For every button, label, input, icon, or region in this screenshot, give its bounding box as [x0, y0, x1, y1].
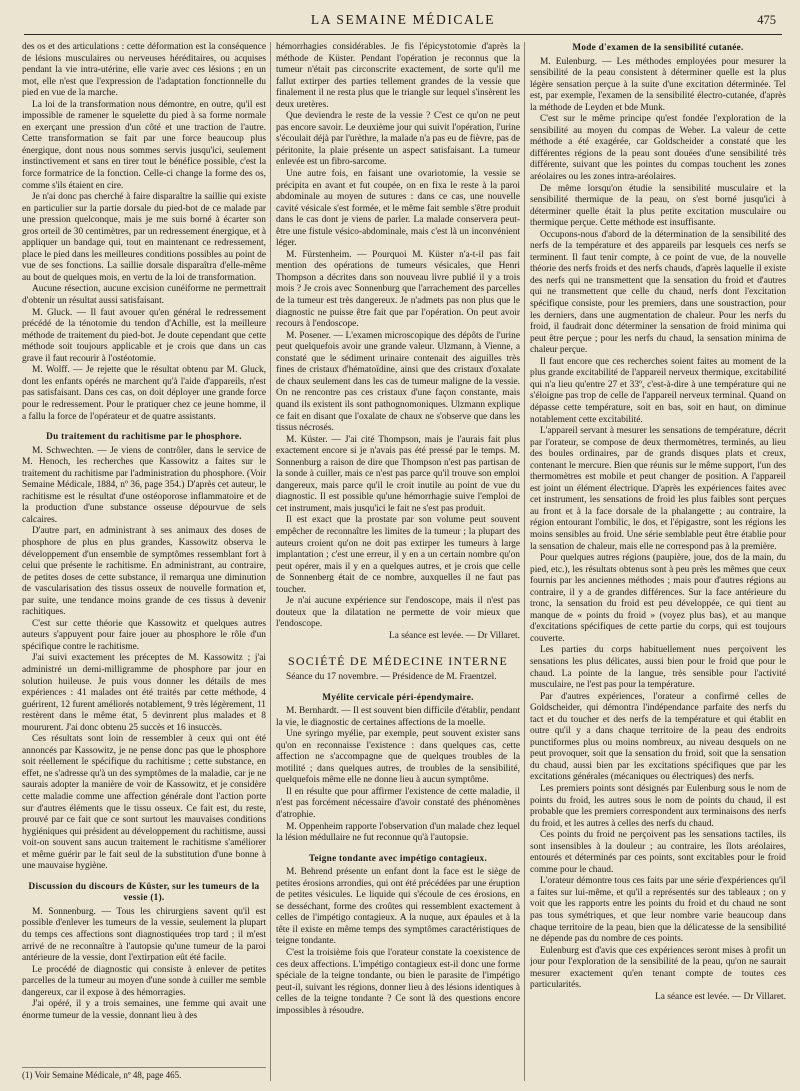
paragraph: Une autre fois, en faisant une ovariotomie, la vessie se précipita en avant et fut coupée, on en fixa le reste à la paroi abdominale au moyen de sutures : dans ce cas, une nouvelle cavité vésicale s'est formée, et le même fait semble s'être produit dans le cas dont je viens de parler. La malade conservera peut-être une fistule vésico-abdominale, mais c'est là un inconvénient léger.: [276, 169, 520, 249]
paragraph: J'ai opéré, il y a trois semaines, une femme qui avait une énorme tumeur de la vessie, donnant lieu à des: [22, 999, 266, 1021]
paragraph: L'orateur démontre tous ces faits par une série d'expériences qu'il a faites sur lui-même, et qu'il a représentés sur des tableaux ; on y voit que les rapports entre les points du froid et du chaud ne sont pas tous symétriques, et que leur nombre varie beaucoup dans chaque territoire de la peau, bien que la délicatesse de la sensibilité ne dépende pas du nombre de ces points.: [530, 876, 786, 945]
page-number: 475: [757, 13, 776, 27]
paragraph: des os et des articulations : cette déformation est la conséquence de lésions musculaires ou nerveuses héréditaires, ou acquises pendant la vie intra-utérine, elle varie avec ces lésions ; en un mot, elle n'est que l'expression de l'adaptation fonctionnelle du pied en vue de la marche.: [22, 42, 266, 99]
paragraph: Il est exact que la prostate par son volume peut souvent empêcher de reconnaître les limites de la tumeur ; la plupart des auteurs croient qu'on ne doit pas extirper les tumeurs à large implantation ; c'est une erreur, il y en a un certain nombre qu'on peut opérer, mais il y en a quelques autres, et je crois que celle de Sonnenberg était de ce nombre, auxquelles il ne faut pas toucher.: [276, 515, 520, 595]
paragraph: M. Wolff. — Je rejette que le résultat obtenu par M. Gluck, dont les enfants opérés ne marchent qu'à l'aide d'appareils, n'est pas satisfaisant. Dans ces cas, on doit déployer une grande force pour le redressement. Pour le pratiquer chez ce jeune homme, il a fallu la force de l'opérateur et de quatre assistants.: [22, 365, 266, 422]
column-2: [276, 42, 520, 1082]
section-heading: Teigne tondante avec impétigo contagieux.: [308, 852, 488, 863]
paragraph: Occupons-nous d'abord de la détermination de la sensibilité des nerfs de la température et des appareils par lesquels ces nerfs se terminent. Il faut tenir compte, à ce point de vue, de la nouvelle théorie des nerfs froids et des nerfs chauds, d'après laquelle il existe des nerfs qui ne transmettent que la sensation du froid et d'autres qui ne transmettent que celle du chaud, nerfs dont l'excitation spécifique consiste, pour les premiers, dans une soustraction, pour les derniers, dans une augmentation de chaleur. Pour les nerfs du froid, il faudrait donc déterminer la sensation de froid minima qui peut être perçue ; pour les nerfs du chaud, la sensation minima de chaleur perçue.: [530, 229, 786, 356]
footnote: (1) Voir Semaine Médicale, nº 48, page 465.: [22, 1067, 266, 1082]
paragraph: Je n'ai aucune expérience sur l'endoscope, mais il n'est pas douteux que la dilatation ne permette de voir mieux que l'endoscope.: [276, 596, 520, 630]
section-heading: Myélite cervicale péri-épendymaire.: [322, 691, 474, 702]
paragraph: M. Eulenburg. — Les méthodes employées pour mesurer la sensibilité de la peau consistent à déterminer quelle est la plus légère sensation perçue à la suite d'une excitation déterminée. Tel est, par exemple, l'examen de la sensibilité électro-cutanée, d'après la méthode de Leyden et bde Munk.: [530, 56, 786, 113]
paragraph: M. Küster. — J'ai cité Thompson, mais je l'aurais fait plus exactement encore si je n'avais pas été pressé par le temps. M. Sonnenburg a raison de dire que Thompson n'est pas partisan de la sonde à cuiller, mais ce n'est pas parce qu'il trouve son emploi dangereux, mais parce qu'il le croit inutile au point de vue du diagnostic. Il est possible qu'une hémorrhagie suive l'emploi de cet instrument, mais jusqu'ici le fait ne s'est pas produit.: [276, 434, 520, 514]
meeting-line: Séance du 17 novembre. — Présidence de M. Fraentzel.: [286, 671, 497, 682]
paragraph: Aucune résection, aucune excision cunéiforme ne permettrait d'obtenir un résultat aussi satisfaisant.: [22, 284, 266, 307]
paragraph: M. Sonnenburg. — Tous les chirurgiens savent qu'il est possible d'enlever les tumeurs de la vessie, seulement la plupart du temps ces affections sont diagnostiquées trop tard ; il m'est arrivé de ne reconnaître à l'autopsie qu'une tumeur de la paroi antérieure de la vessie, dont l'extirpation eût été facile.: [22, 906, 266, 964]
signature-line: La séance est levée. — Dr Villaret.: [655, 991, 786, 1002]
paragraph: M. Fürstenheim. — Pourquoi M. Küster n'a-t-il pas fait mention des opérations de tumeurs vésicales, que Henri Thompson a décrites dans son nouveau livre publié il y a trois mois ? Je crois avec Sonnenburg que l'arrachement des parcelles de la tumeur est très dangereux. Je n'admets pas non plus que le diagnostic ne puisse être fait que par l'opération. On peut avoir recours à l'endoscope.: [276, 249, 520, 330]
paragraph: Je n'ai donc pas cherché à faire disparaître la saillie qui existe en particulier sur la partie dorsale du pied-bot de ce malade par une pression quelconque, mais je me suis borné à écarter son gros orteil de 30 centimètres, par un redressement énergique, et à appliquer un bandage qui, tout en maintenant ce redressement, place le pied dans les meilleures conditions possibles au point de vue de ses fonctions. La saillie dorsale disparaîtra d'elle-même au bout de quelques mois, en vertu de la loi de transformation.: [22, 192, 266, 283]
paragraph: Par d'autres expériences, l'orateur a confirmé celles de Goldscheider, qui démontra l'indépendance parfaite des nerfs du tact et du toucher et des nerfs de la température et qui établit en outre qu'il y a dans chaque territoire de la peau des endroits punctiformes plus ou moins nombreux, au niveau desquels on ne peut provoquer, soit que la sensation du froid, soit que la sensation du chaud, aussi bien par les excitations spécifiques que par les excitations générales (mécaniques ou électriques) des nerfs.: [530, 691, 786, 783]
paragraph: Les parties du corps habituellement nues perçoivent les sensations les plus délicates, aussi bien pour le froid que pour le chaud. La pointe de la langue, très sensible pour l'activité musculaire, ne l'est pas pour la température.: [530, 645, 786, 691]
paragraph: C'est sur le même principe qu'est fondée l'exploration de la sensibilité au moyen du compas de Weber. La valeur de cette méthode a été exagérée, car Goldscheider a constaté que les différentes régions de la peau sont douées d'une sensibilité très différente, suivant que les pointes du compas touchent les zones aréolaires ou les zones intra-aréolaires.: [530, 114, 786, 183]
paragraph: Ces points du froid ne perçoivent pas les sensations tactiles, ils sont insensibles à la douleur ; au contraire, les îlots aréolaires, entourés et déterminés par ces points, sont excitables pour le froid comme pour le chaud.: [530, 830, 786, 875]
paragraph: D'autre part, en administrant à ses animaux des doses de phosphore de plus en plus grandes, Kassowitz observa le développement d'un ensemble de symptômes ressemblant fort à celui que présente le rachitisme. En administrant, au contraire, de petites doses de cette substance, il remarqua une diminution de vascularisation des tissus osseux de nouvelle formation et, par suite, une tendance moins grande de ces tissus à devenir rachitiques.: [22, 526, 266, 618]
paragraph: La loi de la transformation nous démontre, en outre, qu'il est impossible de ramener le squelette du pied à sa forme normale en exerçant une pression d'un côté et une traction de l'autre. Cette transformation se fait par une force beaucoup plus énergique, dont nous nous sommes servis jusqu'ici, seulement instinctivement et sans en tirer tout le bénéfice possible, c'est la force formatrice de la fonction. Celle-ci change la forme des os, comme s'ils étaient en cire.: [22, 99, 266, 191]
paragraph: Le procédé de diagnostic qui consiste à enlever de petites parcelles de la tumeur au moyen d'une sonde à cuiller me semble dangereux, car il expose à des hémorragies.: [22, 964, 266, 998]
paragraph: Il en résulte que pour affirmer l'existence de cette maladie, il n'est pas forcément nécessaire d'avoir constaté des phénomènes d'atrophie.: [276, 786, 520, 820]
section-heading: Du traitement du rachitisme par le phosphore.: [46, 431, 242, 442]
paragraph: M. Oppenheim rapporte l'observation d'un malade chez lequel la lésion médullaire ne fut reconnue qu'à l'autopsie.: [276, 821, 520, 844]
paragraph: Eulenburg est d'avis que ces expériences seront mises à profit un jour pour l'exploration de la sensibilité de la peau, qu'on ne saurait mesurer exactement qu'en tenant compte de toutes ces particularités.: [530, 945, 786, 991]
paragraph: M. Bernhardt. — Il est souvent bien difficile d'établir, pendant la vie, le diagnostic de certaines affections de la moelle.: [276, 706, 520, 728]
signature-line: La séance est levée. — Dr Villaret.: [389, 630, 520, 641]
column-rule-1: [270, 42, 271, 1081]
paragraph: M. Gluck. — Il faut avouer qu'en général le redressement précédé de la ténotomie du tendon d'Achille, est la meilleure méthode de traitement du pied-bot. Je doute cependant que cette méthode soit toujours applicable et je crois que dans un cas grave il faut recourir à l'ostéotomie.: [22, 307, 266, 364]
section-heading: Discussion du discours de Küster, sur les tumeurs de la vessie (1).: [28, 880, 260, 903]
paragraph: C'est la troisième fois que l'orateur constate la coexistence de ces deux affections. L'impétigo contagieux est-il donc une forme spéciale de la teigne tondante, ou bien le parasite de l'impétigo peut-il, suivant les régions, donner lieu à des lésions identiques à celles de la teigne tondante ? Ce sont là des questions encore impossibles à résoudre.: [276, 948, 520, 1016]
page-header: [24, 6, 782, 35]
paragraph: M. Posener. — L'examen microscopique des dépôts de l'urine peut quelquefois avoir une grande valeur. Ulzmann, à Vienne, a constaté que le sédiment urinaire contenait des aiguilles très fines de cristaux d'hématoïdine, ainsi que des cristaux d'oxalate de chaux seulement dans les cas de tumeur maligne de la vessie. On ne rencontre pas ces cristaux d'une façon constante, mais quand ils existent ils sont pathognomoniques. Ulzmann explique ce fait en disant que l'oxalate de chaux ne s'observe que dans les tissus nécrosés.: [276, 330, 520, 434]
paragraph: Une syringo myélie, par exemple, peut souvent exister sans qu'on en reconnaisse l'existence : dans quelques cas, cette affection ne s'accompagne que de quelques troubles de la motilité ; dans quelques autres, de troubles de la sensibilité, quelquefois même elle ne donne lieu à aucun symptôme.: [276, 729, 520, 786]
paragraph: J'ai suivi exactement les préceptes de M. Kassowitz ; j'ai administré un demi-milligramme de phosphore par jour en solution huileuse. Je puis vous donner les détails de mes expériences : 41 malades ont été traités par cette méthode, 4 guérirent, 12 furent améliorés notablement, 9 très légèrement, 11 restèrent dans le même état, 5 devinrent plus malades et 8 moururent. J'ai donc obtenu 25 succès et 16 insuccès.: [22, 653, 266, 733]
paragraph: L'appareil servant à mesurer les sensations de température, décrit par l'orateur, se compose de deux thermomètres, terminés, au lieu des boules ordinaires, par de grands disques plats et creux, contenant le mercure. Bien que réunis sur le même support, l'un des thermomètres est mobile et peut changer de position. A l'appareil est joint un élément électrique. D'après les expériences faites avec cet instrument, les sensations de froid les plus faibles sont perçues au front et à la face dorsale de la phalangette ; au contraire, la région entourant l'ombilic, le dos, et l'épigastre, sont les régions les moins sensibles au froid. Une série semblable peut être établie pour la sensation de chaleur, mais elle ne correspond pas à la première.: [530, 426, 786, 552]
paragraph: M. Schwechten. — Je viens de contrôler, dans le service de M. Henoch, les recherches que Kassowitz a faites sur le traitement du rachitisme par l'administration du phosphore. (Voir Semaine Médicale, 1884, nº 36, page 354.) D'après cet auteur, le rachitisme est le résultat d'une ostéoporose inflammatoire et de la production d'une substance osseuse dépourvue de sels calcaires.: [22, 445, 266, 525]
journal-title: LA SEMAINE MÉDICALE: [310, 12, 496, 27]
paragraph: Les premiers points sont désignés par Eulenburg sous le nom de points du froid, les autres sous le nom de points du chaud, il est probable que les premiers correspondent aux terminaisons des nerfs du froid, et les autres à celles des nerfs du chaud.: [530, 784, 786, 829]
column-3: [530, 42, 786, 1082]
paragraph: Il faut encore que ces recherches soient faites au moment de la plus grande excitabilité de l'appareil nerveux thermique, excitabilité qui n'a lieu qu'entre 27 et 33º, c'est-à-dire à une température qui ne s'éloigne pas trop de celle de l'appareil nerveux terminal. Quand on dépasse cette température, soit en bas, soit en haut, on diminue notablement cette excitabilité.: [530, 356, 786, 425]
paragraph: Pour quelques autres régions (paupière, joue, dos de la main, du pied, etc.), les résultats obtenus sont à peu près les mêmes que ceux fournis par les anciennes méthodes ; mais pour d'autres régions au contraire, il y a de grandes différences. Sur la face antérieure du tronc, la sensation du froid est peu développée, ce qui tient au manque de « points du froid » (voyez plus bas), et au manque d'excitations spécifiques de cette partie du corps, qui est toujours couverte.: [530, 553, 786, 644]
paragraph: Que deviendra le reste de la vessie ? C'est ce qu'on ne peut pas encore savoir. Le deuxième jour qui suivit l'opération, l'urine s'écoulait déjà par l'urèthre, la malade n'a pas eu de fièvre, pas de péritonite, la plaie présente un aspect satisfaisant. La tumeur enlevée est un fibro-sarcome.: [276, 111, 520, 168]
paragraph: hémorrhagies considérables. Je fis l'épicystotomie d'après la méthode de Küster. Pendant l'opération je reconnus que la tumeur n'était pas circonscrite exactement, de sorte qu'il me fallut extirper des parties tellement grandes de la vessie que finalement il ne resta plus que le triangle sur lequel s'insèrent les deux uretères.: [276, 42, 520, 110]
column-1: [22, 42, 266, 1082]
section-heading: Mode d'examen de la sensibilité cutanée.: [572, 42, 744, 52]
paragraph: Ces résultats sont loin de ressembler à ceux qui ont été annoncés par Kassowitz, je ne pense donc pas que le phosphore soit réellement le spécifique du rachitisme ; cette substance, en effet, ne s'adresse qu'à un des symptômes de la maladie, car je ne saurais adopter la manière de voir de Kassowitz, et je considère cette maladie comme une affection générale dont l'action porte sur d'autres éléments que le tissu osseux. Ce fait est, du reste, prouvé par ce fait que ce sont surtout les mauvaises conditions hygiéniques qui président au développement du rachitisme, aussi voit-on souvent sans aucun traitement le rachitisme s'améliorer et même guérir par le fait seul de la substitution d'une bonne à une mauvaise hygiène.: [22, 734, 266, 872]
paragraph: C'est sur cette théorie que Kassowitz et quelques autres auteurs s'appuyent pour faire jouer au phosphore le rôle d'un spécifique contre le rachitisme.: [22, 618, 266, 652]
society-heading: SOCIÉTÉ DE MÉDECINE INTERNE: [287, 654, 509, 669]
paragraph: M. Behrend présente un enfant dont la face est le siège de petites érosions arrondies, qui ont été précédées par une éruption de petites vésicules. Le liquide qui s'écoule de ces érosions, en se desséchant, forme des croûtes qui ressemblent exactement à celles de l'impétigo contagieux. A la nuque, aux épaules et à la tête il existe en même temps des symptômes caractéristiques de teigne tondante.: [276, 867, 520, 947]
column-rule-2: [524, 42, 525, 1081]
paragraph: De même lorsqu'on étudie la sensibilité musculaire et la sensibilité thermique de la peau, on s'est borné jusqu'ici à déterminer quelle était la plus petite excitation musculaire ou thermique perçue. Cette méthode est insuffisante.: [530, 183, 786, 229]
